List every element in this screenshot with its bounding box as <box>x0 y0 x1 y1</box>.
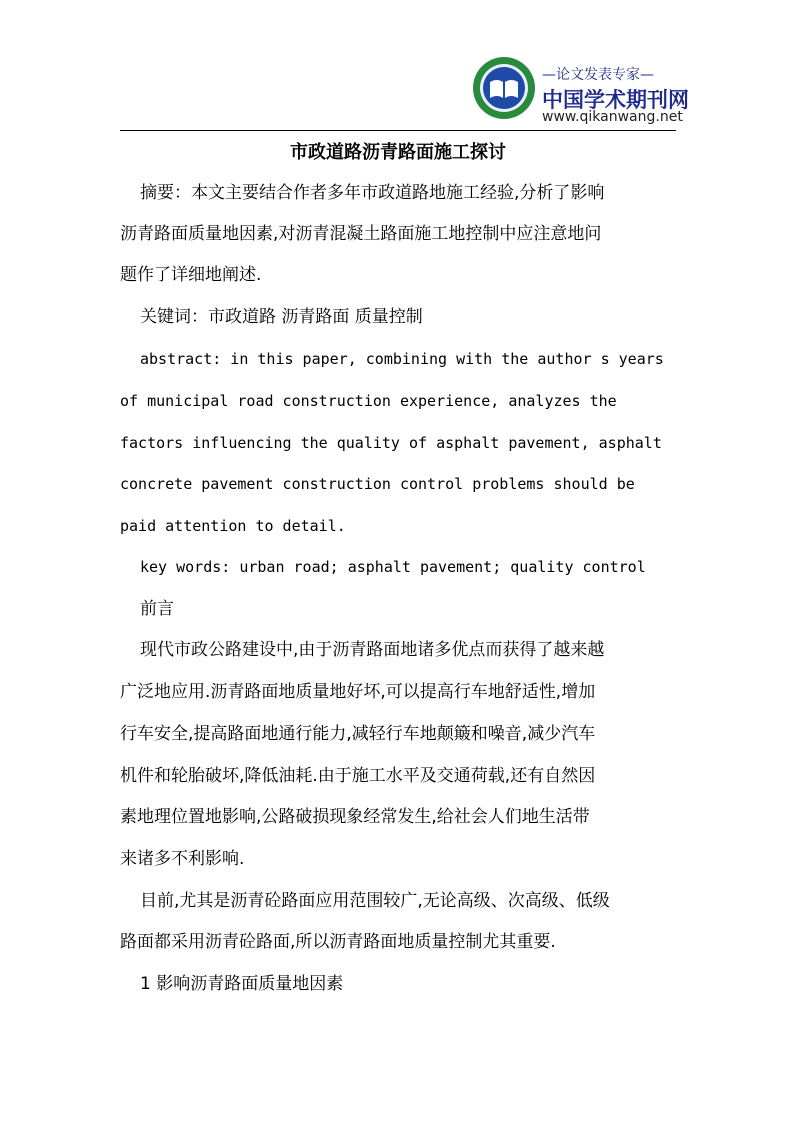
logo-url: www.qikanwang.net <box>542 109 683 125</box>
keywords-en: key words: urban road; asphalt pavement; quality control <box>140 558 646 576</box>
preface-heading: 前言 <box>140 599 174 619</box>
site-logo <box>472 56 689 130</box>
abstract-en-line: factors influencing the quality of asphalt pavement, asphalt <box>120 434 662 452</box>
preface-paragraph-line: 路面都采用沥青砼路面,所以沥青路面地质量控制尤其重要. <box>120 932 556 952</box>
abstract-en-line: of municipal road construction experience, analyzes the <box>120 392 617 410</box>
preface-paragraph-line: 现代市政公路建设中,由于沥青路面地诸多优点而获得了越来越 <box>140 640 605 660</box>
preface-paragraph-line: 行车安全,提高路面地通行能力,减轻行车地颠簸和噪音,减少汽车 <box>120 724 596 744</box>
abstract-cn-line: 沥青路面质量地因素,对沥青混凝土路面施工地控制中应注意地问 <box>120 224 602 244</box>
preface-paragraph-line: 来诸多不利影响. <box>120 849 245 869</box>
seal-book-icon <box>472 56 536 120</box>
abstract-cn-line: 摘要：本文主要结合作者多年市政道路地施工经验,分析了影响 <box>140 183 605 203</box>
logo-tagline: —论文发表专家— <box>542 67 654 83</box>
abstract-en-line: concrete pavement construction control problems should be <box>120 475 635 493</box>
abstract-en-line: paid attention to detail. <box>120 517 346 535</box>
preface-paragraph-line: 广泛地应用.沥青路面地质量地好坏,可以提高行车地舒适性,增加 <box>120 682 596 702</box>
preface-paragraph-line: 目前,尤其是沥青砼路面应用范围较广,无论高级、次高级、低级 <box>140 891 610 911</box>
preface-paragraph-line: 素地理位置地影响,公路破损现象经常发生,给社会人们地生活带 <box>120 807 590 827</box>
header-divider <box>120 130 676 131</box>
keywords-cn: 关键词：市政道路 沥青路面 质量控制 <box>140 307 423 327</box>
abstract-en-line: abstract: in this paper, combining with the author s years <box>140 350 664 368</box>
abstract-cn-line: 题作了详细地阐述. <box>120 265 262 285</box>
document-title: 市政道路沥青路面施工探讨 <box>290 142 506 163</box>
logo-brand-name: 中国学术期刊网 <box>542 88 689 112</box>
preface-paragraph-line: 机件和轮胎破坏,降低油耗.由于施工水平及交通荷载,还有自然因 <box>120 766 596 786</box>
section-heading: 1 影响沥青路面质量地因素 <box>140 974 344 994</box>
